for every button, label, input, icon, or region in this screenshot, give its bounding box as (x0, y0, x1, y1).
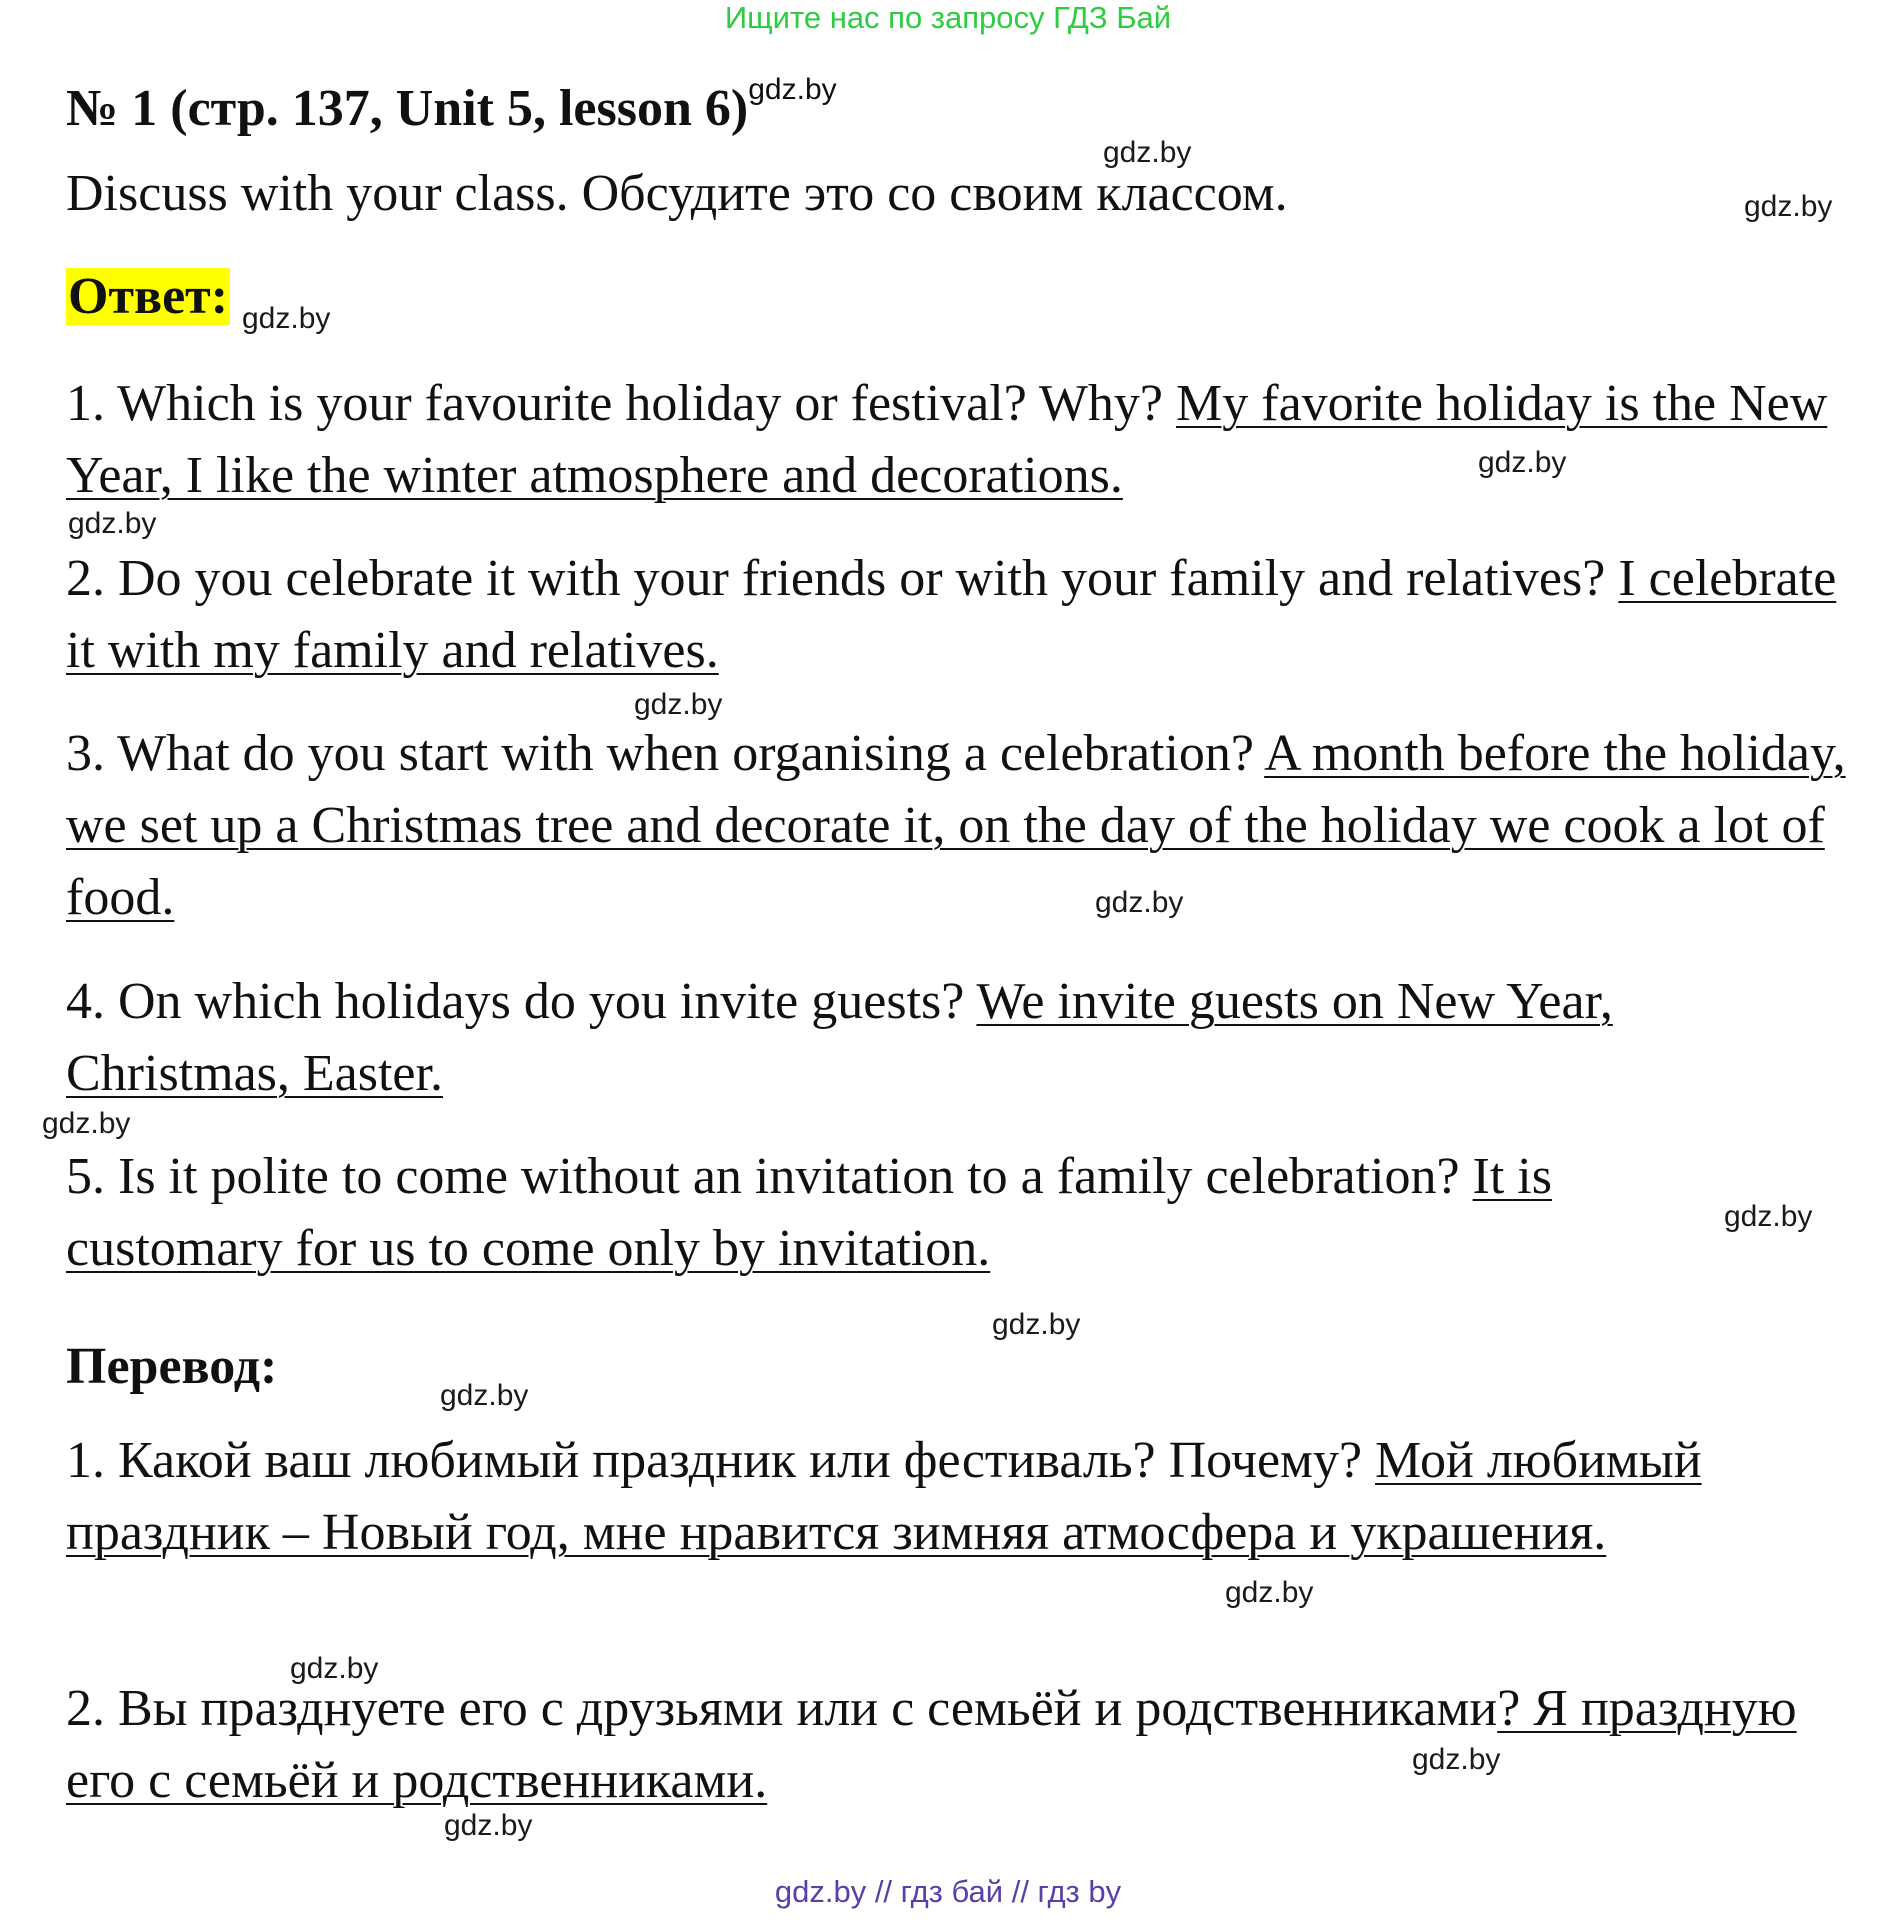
watermark: gdz.by (1095, 886, 1184, 919)
watermark: gdz.by (992, 1308, 1081, 1341)
question-1 (66, 368, 1846, 512)
exercise-title (66, 58, 837, 141)
watermark: gdz.by (1103, 136, 1192, 169)
question-text: 3. What do you start with when organising a celebration? (66, 725, 1265, 782)
watermark: gdz.by (42, 1107, 131, 1140)
watermark: gdz.by (1412, 1743, 1501, 1776)
answer-text: I celebrate it with my family and relatives. (66, 550, 1837, 679)
translation-answer-text: Мой любимый праздник – Новый год, мне нравится зимняя атмосфера и украшения. (66, 1432, 1702, 1561)
search-banner: Ищите нас по запросу ГДЗ Бай (724, 0, 1172, 35)
translation-answer-text: ? Я праздную его с семьёй и родственниками. (66, 1680, 1797, 1809)
translation-question-text: 1. Какой ваш любимый праздник или фестиваль? Почему? (66, 1432, 1376, 1489)
question-4 (66, 966, 1846, 1110)
watermark: gdz.by (440, 1379, 529, 1412)
watermark: gdz.by (290, 1652, 379, 1685)
watermark: gdz.by (1478, 446, 1567, 479)
watermark: gdz.by (444, 1809, 533, 1842)
translation-heading: Перевод: (66, 1338, 278, 1395)
question-text: 5. Is it polite to come without an invitation to a family celebration? (66, 1148, 1473, 1205)
title-text: № 1 (стр. 137, Unit 5, lesson 6) (66, 80, 749, 137)
answer-text: A month before the holiday, we set up a Christmas tree and decorate it, on the day of the holiday we cook a lot of food. (66, 725, 1846, 926)
question-5 (66, 1141, 1726, 1285)
watermark: gdz.by (1724, 1200, 1813, 1233)
task-instruction: Discuss with your class. Обсудите это со своим классом. (66, 165, 1288, 222)
question-text: 2. Do you celebrate it with your friends or with your family and relatives? (66, 550, 1619, 607)
question-text: 1. Which is your favourite holiday or festival? Why? (66, 375, 1177, 432)
translation-1 (66, 1425, 1846, 1569)
question-text: 4. On which holidays do you invite guests? (66, 973, 977, 1030)
answer-text: My favorite holiday is the New Year, I like the winter atmosphere and decorations. (66, 375, 1828, 504)
watermark: gdz.by (242, 302, 331, 335)
translation-2 (66, 1673, 1846, 1817)
question-3 (66, 718, 1846, 934)
answer-label (66, 265, 230, 329)
answer-text: We invite guests on New Year, Christmas, Easter. (66, 973, 1613, 1102)
answer-text: It is customary for us to come only by invitation. (66, 1148, 1552, 1277)
answer-highlight: Ответ: (68, 268, 229, 325)
watermark: gdz.by (68, 507, 157, 540)
footer-links: gdz.by // гдз бай // гдз by (774, 1874, 1122, 1909)
question-2 (66, 543, 1846, 687)
title-watermark: gdz.by (748, 73, 837, 106)
watermark: gdz.by (1744, 190, 1833, 223)
watermark: gdz.by (1225, 1576, 1314, 1609)
watermark: gdz.by (634, 688, 723, 721)
translation-question-text: 2. Вы празднуете его с друзьями или с семьёй и родственниками (66, 1680, 1498, 1737)
